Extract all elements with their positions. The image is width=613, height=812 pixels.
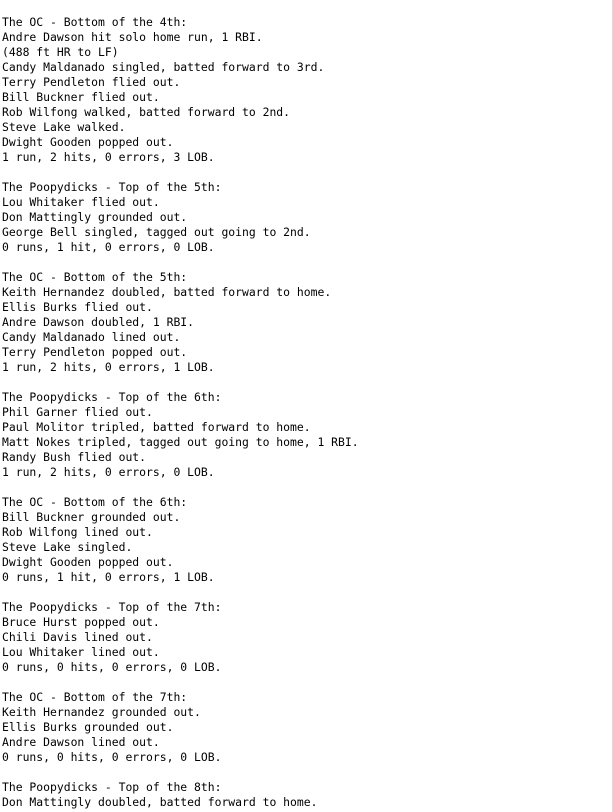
play-line: Chili Davis lined out. (2, 630, 153, 644)
inning-summary: 1 run, 2 hits, 0 errors, 0 LOB. (2, 465, 215, 479)
play-line: Ellis Burks grounded out. (2, 720, 174, 734)
inning-block (2, 180, 612, 255)
play-line: George Bell singled, tagged out going to 2nd. (2, 225, 311, 239)
blank-line (2, 765, 612, 780)
play-by-play-log (2, 15, 612, 810)
blank-line (2, 165, 612, 180)
inning-summary: 0 runs, 0 hits, 0 errors, 0 LOB. (2, 750, 222, 764)
play-line: Andre Dawson lined out. (2, 735, 160, 749)
inning-summary: 0 runs, 1 hit, 0 errors, 0 LOB. (2, 240, 215, 254)
play-line: Lou Whitaker flied out. (2, 195, 160, 209)
play-line: Dwight Gooden popped out. (2, 555, 174, 569)
inning-summary: 0 runs, 1 hit, 0 errors, 1 LOB. (2, 570, 215, 584)
play-line: Steve Lake walked. (2, 120, 126, 134)
inning-block (2, 495, 612, 585)
inning-header: The OC - Bottom of the 7th: (2, 690, 188, 704)
play-line: Dwight Gooden popped out. (2, 135, 174, 149)
blank-line (2, 585, 612, 600)
play-line: Candy Maldanado singled, batted forward to 3rd. (2, 60, 325, 74)
inning-summary: 0 runs, 0 hits, 0 errors, 0 LOB. (2, 660, 222, 674)
play-line: Lou Whitaker lined out. (2, 645, 160, 659)
play-line: Bill Buckner grounded out. (2, 510, 181, 524)
play-line: Candy Maldanado lined out. (2, 330, 181, 344)
inning-summary: 1 run, 2 hits, 0 errors, 3 LOB. (2, 150, 215, 164)
play-line: Andre Dawson hit solo home run, 1 RBI. (2, 30, 263, 44)
inning-block (2, 600, 612, 675)
inning-header: The OC - Bottom of the 5th: (2, 270, 188, 284)
inning-header: The OC - Bottom of the 4th: (2, 15, 188, 29)
inning-header: The Poopydicks - Top of the 6th: (2, 390, 222, 404)
play-line: Rob Wilfong lined out. (2, 525, 153, 539)
inning-block (2, 690, 612, 765)
play-line: Phil Garner flied out. (2, 405, 153, 419)
play-line: Matt Nokes tripled, tagged out going to home, 1 RBI. (2, 435, 359, 449)
play-line: (488 ft HR to LF) (2, 45, 119, 59)
inning-header: The OC - Bottom of the 6th: (2, 495, 188, 509)
inning-block (2, 390, 612, 480)
blank-line (2, 675, 612, 690)
play-line: Randy Bush flied out. (2, 450, 147, 464)
play-line: Terry Pendleton popped out. (2, 345, 188, 359)
play-line: Don Mattingly grounded out. (2, 210, 188, 224)
play-line: Don Mattingly doubled, batted forward to home. (2, 795, 318, 809)
play-line: Paul Molitor tripled, batted forward to home. (2, 420, 311, 434)
blank-line (2, 255, 612, 270)
blank-line (2, 375, 612, 390)
inning-header: The Poopydicks - Top of the 5th: (2, 180, 222, 194)
play-line: Ellis Burks flied out. (2, 300, 153, 314)
play-line: Steve Lake singled. (2, 540, 133, 554)
play-line: Keith Hernandez grounded out. (2, 705, 201, 719)
inning-block (2, 15, 612, 165)
inning-header: The Poopydicks - Top of the 8th: (2, 780, 222, 794)
inning-summary: 1 run, 2 hits, 0 errors, 1 LOB. (2, 360, 215, 374)
play-line: Keith Hernandez doubled, batted forward to home. (2, 285, 332, 299)
inning-header: The Poopydicks - Top of the 7th: (2, 600, 222, 614)
inning-block (2, 270, 612, 375)
inning-block (2, 780, 612, 810)
play-line: Bruce Hurst popped out. (2, 615, 160, 629)
play-line: Terry Pendleton flied out. (2, 75, 181, 89)
play-line: Andre Dawson doubled, 1 RBI. (2, 315, 195, 329)
play-line: Rob Wilfong walked, batted forward to 2nd. (2, 105, 291, 119)
blank-line (2, 480, 612, 495)
play-line: Bill Buckner flied out. (2, 90, 160, 104)
